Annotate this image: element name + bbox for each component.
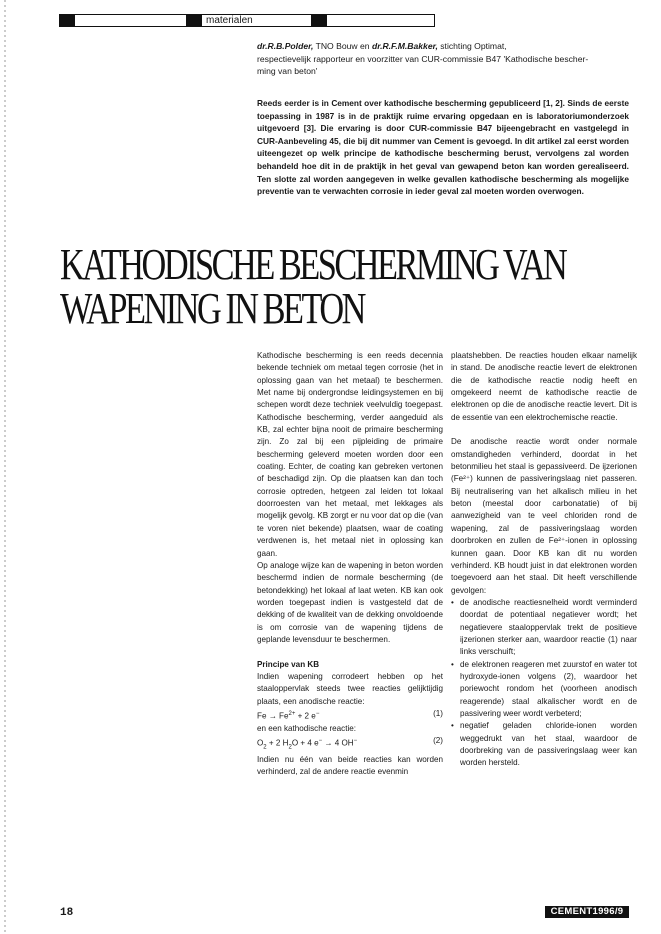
- body-column-2: [451, 350, 637, 770]
- journal-issue-badge: CEMENT1996/9: [545, 906, 629, 918]
- intro-paragraph: Reeds eerder is in Cement over kathodische bescherming gepubliceerd [1, 2]. Sinds de eerste toepassing in 1987 is in de praktijk ruime ervaring opgedaan en is laboratoriumonderzoek uitgevoerd [3]. Die ervaring is door CUR-commissie B47 bijeengebracht en vastgelegd in CUR-Aanbeveling 45, die bij dit nummer van Cement is gevoegd. In dit artikel zal eerst worden uiteengezet op welk principe de kathodische bescherming berust, vervolgens zal worden behandeld hoe dit in de praktijk in het geval van gewapend beton kan worden gerealiseerd. Ten slotte zal worden aangegeven in welke gevallen kathodische bescherming als mogelijke preventie van te verwachten corrosie in ieder geval zal moeten worden overwogen.: [257, 98, 629, 197]
- page-number: 18: [60, 907, 74, 919]
- equation-1-number: (1): [433, 708, 443, 718]
- header-block: [312, 15, 327, 26]
- equation-2: [257, 735, 443, 754]
- paragraph: Kathodische bescherming is een reeds decennia bekende techniek om metaal tegen corrosie (het in oplossing gaan van het metaal) te beschermen. Met name bij ondergrondse leidingsystemen en bij schepen wordt deze techniek veelvuldig toegepast. Kathodische bescherming, verder aangeduid als KB, zal echter bijna nooit de primaire bescherming zijn. Zo zal bij een pijpleiding de primaire bescherming geleverd moeten worden door een coating. Echter, de coating kan gebreken vertonen of beschadigd zijn. Op die plaatsen kan dan toch corrosie optreden, hetgeen zal leiden tot lokaal doorroesten van het metaal, met lekkages als mogelijk gevolg. KB zorgt er nu voor dat op die (van te voren niet bekende) plaatsen, waar de coating verdwenen is, het metaal niet in oplossing kan gaan.: [257, 351, 443, 558]
- header-block: [187, 15, 202, 26]
- affiliation-1: TNO Bouw en: [313, 41, 372, 51]
- author-1: dr.R.B.Polder,: [257, 41, 314, 51]
- list-item: • de elektronen reageren met zuurstof en water tot hydroxyde-ionen volgens (2), waardoor het poriewocht rondom het (voorheen anodisch reagerende) staal alkalischer wordt en de passivering weer wordt verbeterd;: [451, 659, 637, 721]
- section-label: materialen: [202, 15, 312, 26]
- list-item: • negatief geladen chloride-ionen worden weggedrukt van het staal, waardoor de doorbreking van de passiveringslaag weer kan worden hersteld.: [451, 720, 637, 769]
- title-line-1: KATHODISCHE BESCHERMING VAN: [60, 240, 566, 289]
- paragraph: Indien wapening corrodeert hebben op het staaloppervlak steeds twee reacties gelijktijdig plaats, een anodische reactie:: [257, 671, 443, 706]
- subheading: Principe van KB: [257, 659, 320, 669]
- article-title: [60, 240, 566, 333]
- header-block: [60, 15, 75, 26]
- equation-2-formula: $O_2 + 2$ $H_2O + 4$ e− → 4 OH−: [257, 738, 358, 751]
- header-cell: [75, 15, 187, 26]
- consequence-list: [451, 597, 637, 770]
- paragraph: plaatshebben. De reacties houden elkaar namelijk in stand. De anodische reactie levert de elektronen die de kathodische reactie nodig heeft en omgekeerd neemt de kathodische reactie de elektronen op die de anodische reactie levert. Dit is de essentie van een elektrochemische reactie.: [451, 351, 637, 422]
- page-edge: [4, 0, 6, 934]
- list-item: • de anodische reactiesnelheid wordt verminderd doordat de potentiaal negatiever wordt; het negatievere staaloppervlak trekt de positieve ijzerionen sterker aan, waardoor reactie (1) naar links verschuift;: [451, 597, 637, 659]
- section-header-bar: [59, 14, 435, 27]
- paragraph: De anodische reactie wordt onder normale omstandigheden verhinderd, doordat in het betonmilieu het staal is gepassiveerd. De ijzerionen (Fe²⁺) kunnen de passiveringslaag niet passeren. Bij neutralisering van het alkalisch milieu in het beton (meestal door carbonatatie) of bij aanwezigheid van te veel chloriden rond de wapening, zal de passiveringslaag worden doorbroken en zullen de Fe²⁺-ionen in oplossing kunnen gaan. Door KB kan dit nu worden verhinderd. KB houdt juist in dat elektronen worden toegevoerd aan het staal. Dit heeft verschillende gevolgen:: [451, 437, 637, 595]
- title-line-2: WAPENING IN BETON: [60, 284, 364, 333]
- paragraph: Indien nu één van beide reacties kan worden verhinderd, zal de andere reactie evenmin: [257, 754, 443, 777]
- paragraph: en een kathodische reactie:: [257, 724, 356, 733]
- paragraph: Op analoge wijze kan de wapening in beton worden beschermd indien de normale bescherming (de betondekking) het lokaal af laat weten. KB kan ook worden toegepast indien is vastgesteld dat de dekking of de kwaliteit van de dekking onvoldoende is om corrosie van de wapening tijdens de geplande levensduur te beschermen.: [257, 560, 443, 644]
- author-line: [257, 40, 627, 78]
- author-2: dr.R.F.M.Bakker,: [371, 41, 438, 51]
- author-role-line-2: ming van beton': [257, 66, 318, 77]
- body-column-1: [257, 350, 443, 779]
- equation-1-formula: $Fe \to Fe^{2+} + 2$ e−: [257, 710, 320, 721]
- affiliation-2: stichting Optimat,: [437, 41, 507, 51]
- author-role-line: respectievelijk rapporteur en voorzitter van CUR-commissie B47 'Kathodische bescher-: [257, 53, 589, 64]
- equation-1: [257, 708, 443, 723]
- equation-2-number: (2): [433, 736, 443, 746]
